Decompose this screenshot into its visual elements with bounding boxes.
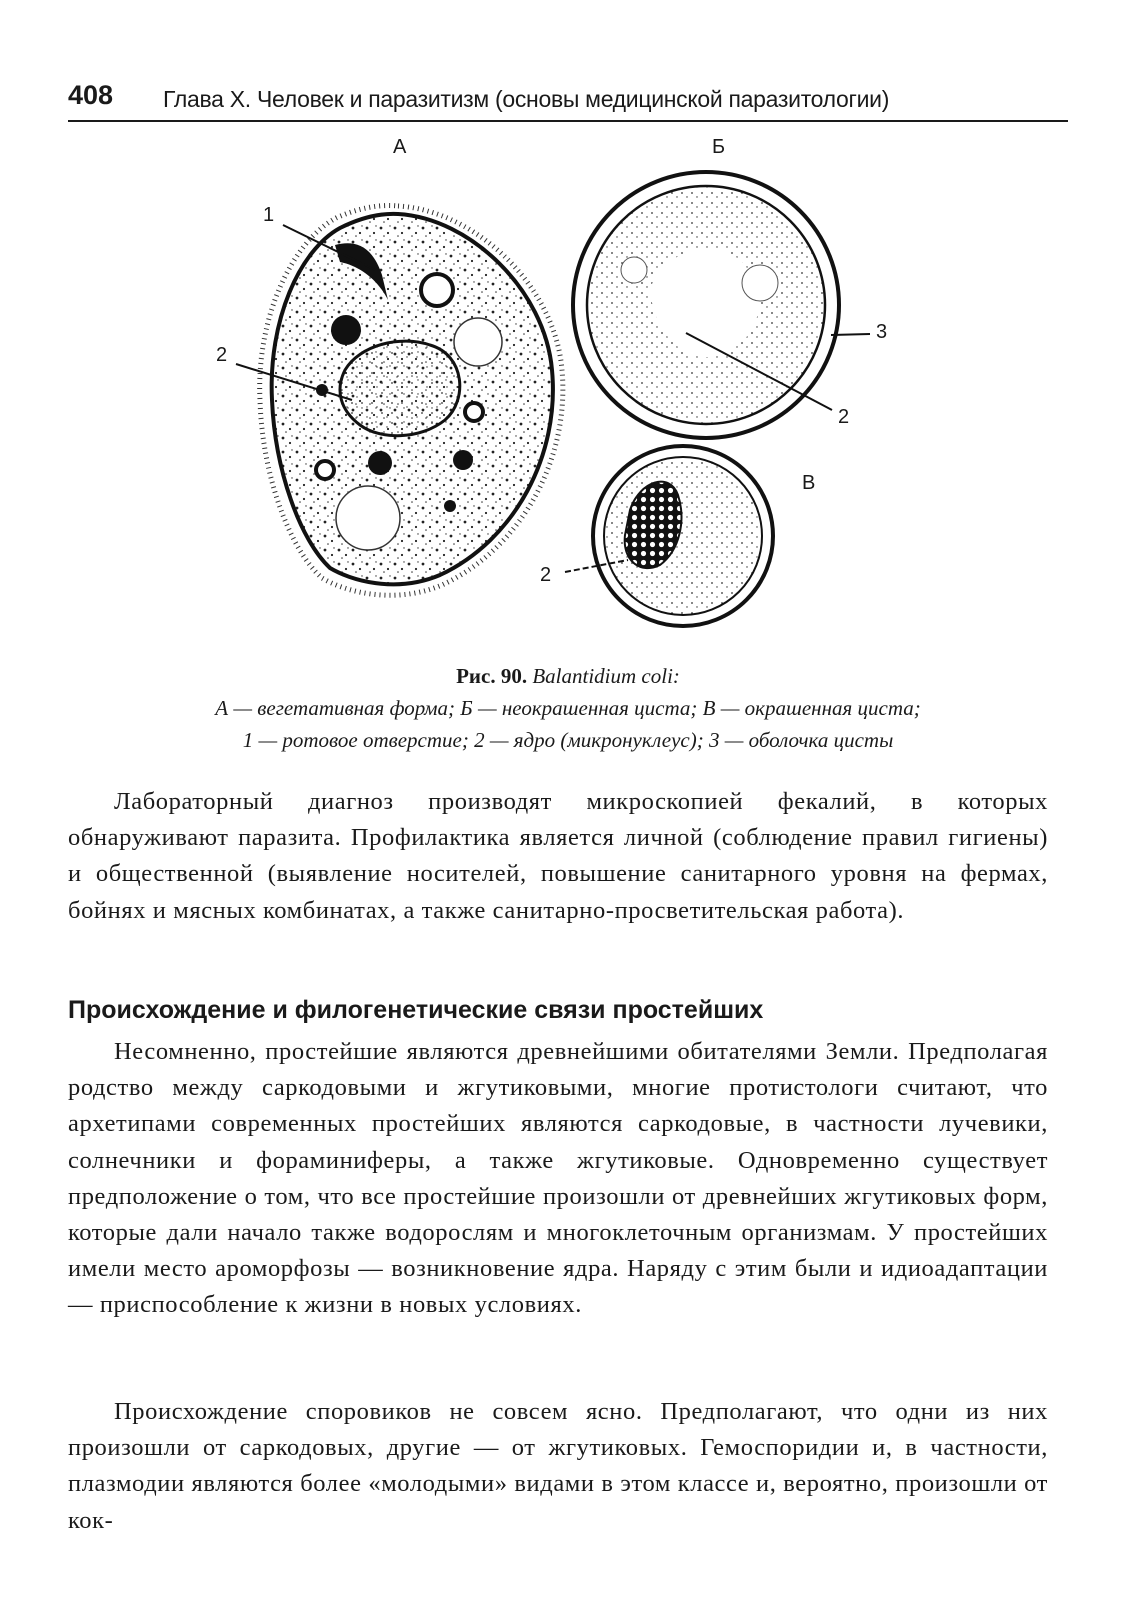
callout-b-3: 3 [876, 321, 888, 343]
figure-balantidium [0, 0, 1121, 660]
callout-v-2: 2 [540, 564, 552, 586]
figure-caption [68, 660, 1068, 756]
section-heading: Происхождение и филогенетические связи простейших [68, 996, 764, 1024]
callout-b-2: 2 [838, 406, 850, 428]
callout-a-2: 2 [216, 344, 228, 366]
panel-b-label: Б [712, 136, 726, 158]
caption-legend-forms: А — вегетативная форма; Б — неокрашенная циста; В — окрашенная циста; [215, 696, 921, 720]
caption-legend-parts: 1 — ротовое отверстие; 2 — ядро (микронуклеус); 3 — оболочка цисты [242, 728, 894, 752]
panel-v-label: В [802, 472, 816, 494]
vegetative-form [236, 206, 563, 596]
page-number: 408 [68, 80, 114, 110]
running-title: Глава X. Человек и паразитизм (основы медицинской паразитологии) [163, 86, 890, 112]
paragraph-origin: Несомненно, простейшие являются древнейшими обитателями Земли. Предполагая родство между саркодовыми и жгутиковыми, многие протистологи считают, что архетипами современных простейших являются саркодовые, в частности лучевики, солнечники и фораминиферы, а также жгутиковые. Одновременно существует предположение о том, что все простейшие произошли от древнейших жгутиковых форм, которые дали начало также водорослям и многоклеточным организмам. У простейших имели место ароморфозы — возникновение ядра. Наряду с этим были и идиоадаптации — приспособление к жизни в новых условиях. [68, 1038, 1048, 1319]
species-name: Balantidium coli: [532, 664, 680, 688]
paragraph-diagnosis: Лабораторный диагноз производят микроскопией фекалий, в которых обнаруживают паразита. Профилактика является личной (соблюдение правил гигиены) и общественной (выявление носителей, повышение санитарного уровня на фермах, бойнях и мясных комбинатах, а также санитарно-просветительская работа). [68, 788, 1048, 924]
figure-illustration [0, 0, 1121, 660]
figure-number: Рис. 90. [456, 664, 528, 688]
callout-a-1: 1 [263, 204, 275, 226]
caption-title-line [68, 660, 1068, 692]
unstained-cyst [573, 172, 870, 438]
paragraph-sporozoa: Происхождение споровиков не совсем ясно. Предполагают, что одни из них произошли от саркодовых, другие — от жгутиковых. Гемоспоридии и, в частности, плазмодии являются более «молодыми» видами в этом классе и, вероятно, произошли от кок- [68, 1398, 1048, 1534]
panel-a-label: А [393, 136, 407, 158]
stained-cyst [565, 446, 773, 626]
